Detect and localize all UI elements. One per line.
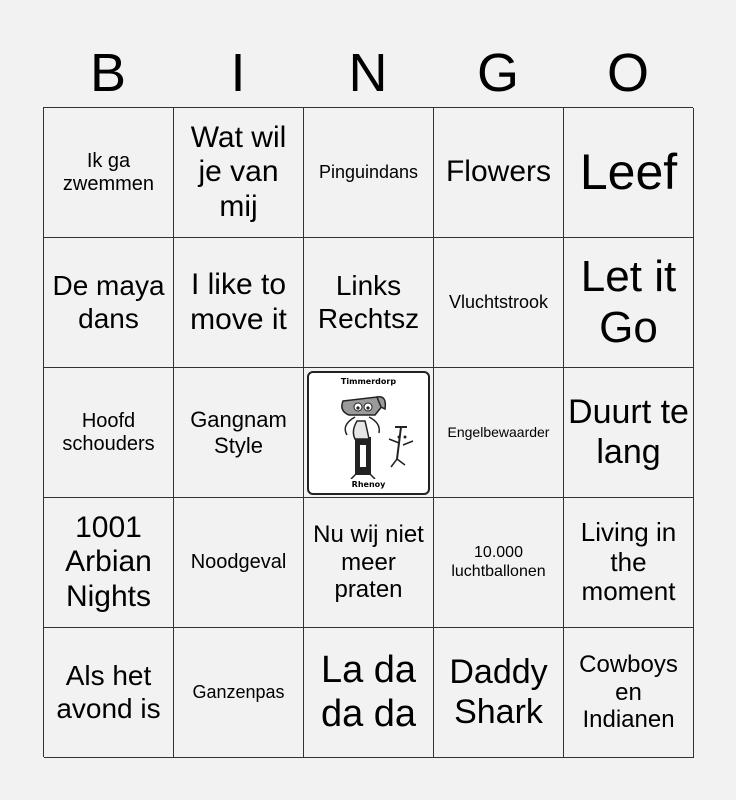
bingo-cell[interactable] (174, 108, 304, 238)
header-letter-g: G (476, 43, 519, 103)
bingo-cell-text: Daddy Shark (449, 653, 548, 731)
bingo-cell[interactable] (304, 628, 434, 758)
bingo-cell[interactable] (44, 628, 174, 758)
bingo-cell-text: I like to move it (190, 268, 287, 336)
bingo-cell[interactable] (44, 108, 174, 238)
bingo-cell[interactable] (174, 368, 304, 498)
bingo-cell-text: Wat wil je van mij (190, 120, 287, 223)
bingo-cell[interactable] (564, 238, 694, 368)
bingo-cell-text: Leef (579, 143, 678, 200)
header-letter-b: B (89, 43, 127, 103)
bingo-cell[interactable] (434, 628, 564, 758)
bingo-cell-text: Links Rechtsz (317, 270, 420, 334)
bingo-cell-text: 10.000 luchtballonen (451, 544, 546, 580)
bingo-cell[interactable] (174, 238, 304, 368)
bingo-cell-text: Vluchtstrook (448, 292, 549, 313)
bingo-cell[interactable] (304, 238, 434, 368)
bingo-cell[interactable] (434, 108, 564, 238)
bingo-cell-text: Duurt te lang (568, 393, 689, 471)
bingo-cell[interactable] (174, 498, 304, 628)
bingo-cell[interactable] (44, 238, 174, 368)
bingo-cell-text: Pinguindans (318, 162, 419, 183)
bingo-header (43, 40, 693, 106)
header-letter-n: N (348, 43, 388, 103)
bingo-cell-text: Flowers (445, 155, 551, 189)
bingo-cell-text: Cowboys en Indianen (579, 651, 678, 734)
bingo-cell[interactable] (44, 498, 174, 628)
bingo-cell-text: Hoofd schouders (62, 409, 155, 455)
header-letter-i: I (230, 43, 246, 103)
bingo-cell[interactable] (304, 498, 434, 628)
hammer-and-nail-icon (321, 387, 421, 479)
bingo-cell[interactable] (564, 628, 694, 758)
bingo-cell-text: Ganzenpas (192, 682, 285, 703)
bingo-cell-text: La da da da (320, 648, 417, 735)
bingo-cell[interactable] (564, 498, 694, 628)
bingo-cell-text: Let it Go (580, 251, 677, 352)
bingo-cell-text: 1001 Arbian Nights (65, 510, 152, 613)
bingo-cell[interactable] (564, 368, 694, 498)
bingo-cell[interactable] (434, 368, 564, 498)
bingo-cell-text: Noodgeval (190, 551, 287, 573)
free-space-image (307, 371, 430, 495)
bingo-grid (43, 107, 693, 757)
bingo-cell-text: Nu wij niet meer praten (313, 521, 424, 604)
bingo-cell-text: Ik ga zwemmen (62, 149, 155, 195)
bingo-cell[interactable] (434, 238, 564, 368)
bingo-cell[interactable] (44, 368, 174, 498)
bingo-cell-text: Living in the moment (580, 516, 677, 607)
free-space-top-text: Timmerdorp (340, 376, 397, 386)
bingo-cell[interactable] (174, 628, 304, 758)
free-space-cell[interactable] (304, 368, 434, 498)
bingo-cell[interactable] (304, 108, 434, 238)
bingo-cell[interactable] (564, 108, 694, 238)
bingo-cell-text: De maya dans (52, 270, 165, 334)
bingo-cell-text: Gangnam Style (190, 407, 287, 458)
bingo-cell-text: Engelbewaarder (447, 424, 550, 441)
free-space-bottom-text: Rhenoy (351, 479, 386, 489)
header-letter-o: O (606, 43, 649, 103)
bingo-cell[interactable] (434, 498, 564, 628)
bingo-cell-text: Als het avond is (56, 660, 161, 724)
